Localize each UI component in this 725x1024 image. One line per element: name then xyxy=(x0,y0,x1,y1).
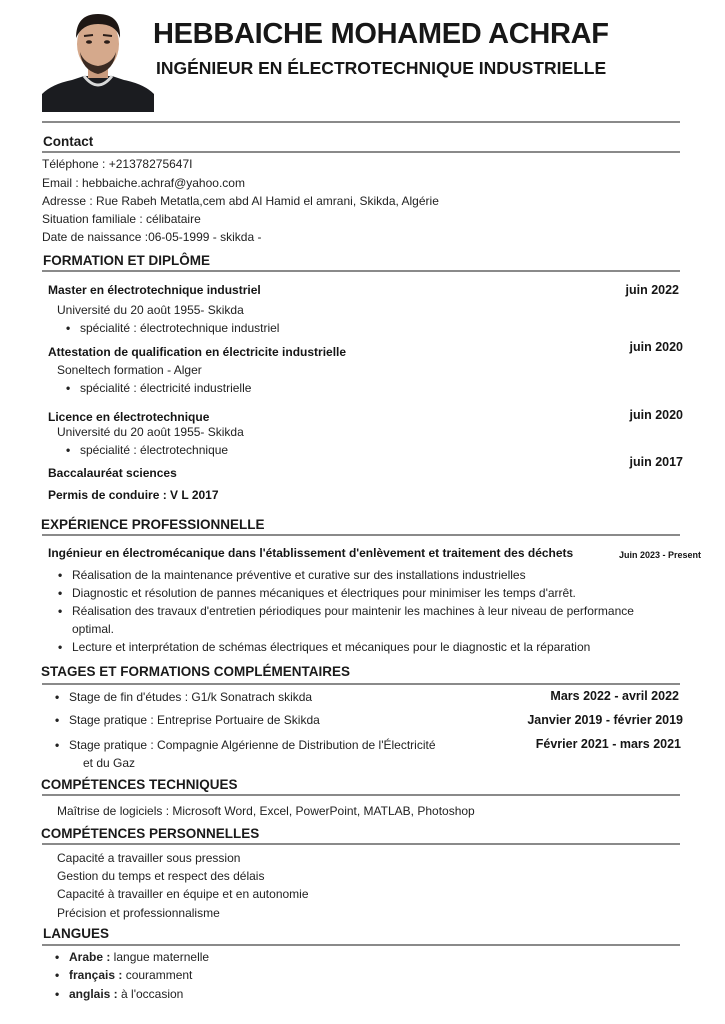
divider xyxy=(42,683,680,685)
stage-date: Mars 2022 - avril 2022 xyxy=(550,689,679,703)
degree-date: juin 2020 xyxy=(629,340,683,354)
divider xyxy=(42,944,680,946)
stage-date: Février 2021 - mars 2021 xyxy=(535,737,681,751)
personal-skill: Précision et professionnalisme xyxy=(57,906,220,920)
language-name: français : xyxy=(69,968,123,982)
driving-license: Permis de conduire : V L 2017 xyxy=(48,488,219,502)
job-position: Ingénieur en électromécanique dans l'établissement d'enlèvement et traitement des déchets xyxy=(48,546,574,560)
job-title: INGÉNIEUR EN ÉLECTROTECHNIQUE INDUSTRIELLE xyxy=(156,58,607,78)
degree-school: Soneltech formation - Alger xyxy=(57,363,202,377)
personal-skill: Capacité à travailler en équipe et en autonomie xyxy=(57,887,309,901)
contact-email: Email : hebbaiche.achraf@yahoo.com xyxy=(42,176,245,190)
job-task: • Lecture et interprétation de schémas électriques et mécaniques pour le diagnostic et la réparation xyxy=(72,640,590,654)
language-name: Arabe : xyxy=(69,950,111,964)
contact-birth: Date de naissance :06-05-1999 - skikda - xyxy=(42,230,262,244)
language-name: anglais : xyxy=(69,987,118,1001)
stage-item-continued: et du Gaz xyxy=(83,756,136,770)
contact-family: Situation familiale : célibataire xyxy=(42,212,201,226)
contact-address: Adresse : Rue Rabeh Metatla,cem abd Al Hamid el amrani, Skikda, Algérie xyxy=(42,194,439,208)
stage-date: Janvier 2019 - février 2019 xyxy=(527,713,683,727)
section-heading-stages: STAGES ET FORMATIONS COMPLÉMENTAIRES xyxy=(41,664,351,679)
language-level: couramment xyxy=(122,968,193,982)
divider xyxy=(42,270,680,272)
stage-item: • Stage de fin d'études : G1/k Sonatrach skikda xyxy=(69,690,312,704)
divider xyxy=(42,534,680,536)
degree-school: Université du 20 août 1955- Skikda xyxy=(57,303,244,317)
degree-title: Baccalauréat sciences xyxy=(48,466,177,480)
job-date: Juin 2023 - Present xyxy=(618,550,701,560)
divider xyxy=(42,121,680,123)
job-task: • Diagnostic et résolution de pannes mécaniques et électriques pour minimiser les temps d'arrêt. xyxy=(72,586,576,600)
section-heading-contact: Contact xyxy=(43,134,94,149)
language-item xyxy=(69,950,209,964)
language-item xyxy=(69,987,183,1001)
degree-specialty: • spécialité : électrotechnique industriel xyxy=(80,321,279,335)
divider xyxy=(42,794,680,796)
stage-item: • Stage pratique : Compagnie Algérienne de Distribution de l'Électricité xyxy=(69,738,436,752)
degree-school: Université du 20 août 1955- Skikda xyxy=(57,425,244,439)
language-level: à l'occasion xyxy=(117,987,184,1001)
language-item xyxy=(69,968,192,982)
section-heading-tech-skills: COMPÉTENCES TECHNIQUES xyxy=(41,777,238,792)
section-heading-languages: LANGUES xyxy=(43,926,110,941)
degree-title: Master en électrotechnique industriel xyxy=(48,283,261,297)
degree-date: juin 2022 xyxy=(625,283,679,297)
degree-date: juin 2017 xyxy=(629,455,683,469)
personal-skill: Gestion du temps et respect des délais xyxy=(57,869,265,883)
degree-title: Licence en électrotechnique xyxy=(48,410,210,424)
contact-phone: Téléphone : +21378275647I xyxy=(42,157,193,171)
job-task: • Réalisation des travaux d'entretien périodiques pour maintenir les machines à leur niveau de performance xyxy=(72,604,634,618)
job-task: • Réalisation de la maintenance préventive et curative sur des installations industrielles xyxy=(72,568,526,582)
divider xyxy=(42,151,680,153)
tech-skills-text: Maîtrise de logiciels : Microsoft Word, Excel, PowerPoint, MATLAB, Photoshop xyxy=(57,804,475,818)
personal-skill: Capacité a travailler sous pression xyxy=(57,851,241,865)
section-heading-personal-skills: COMPÉTENCES PERSONNELLES xyxy=(41,826,260,841)
section-heading-formation: FORMATION ET DIPLÔME xyxy=(43,253,210,268)
job-task-continued: optimal. xyxy=(72,622,115,636)
degree-date: juin 2020 xyxy=(629,408,683,422)
degree-specialty: • spécialité : électricité industrielle xyxy=(80,381,251,395)
candidate-name: HEBBAICHE MOHAMED ACHRAF xyxy=(153,18,609,50)
language-level: langue maternelle xyxy=(110,950,210,964)
divider xyxy=(42,843,680,845)
profile-photo xyxy=(42,8,154,112)
degree-title: Attestation de qualification en électricite industrielle xyxy=(48,345,347,359)
stage-item: • Stage pratique : Entreprise Portuaire de Skikda xyxy=(69,713,320,727)
degree-specialty: • spécialité : électrotechnique xyxy=(80,443,228,457)
section-heading-experience: EXPÉRIENCE PROFESSIONNELLE xyxy=(41,517,265,532)
